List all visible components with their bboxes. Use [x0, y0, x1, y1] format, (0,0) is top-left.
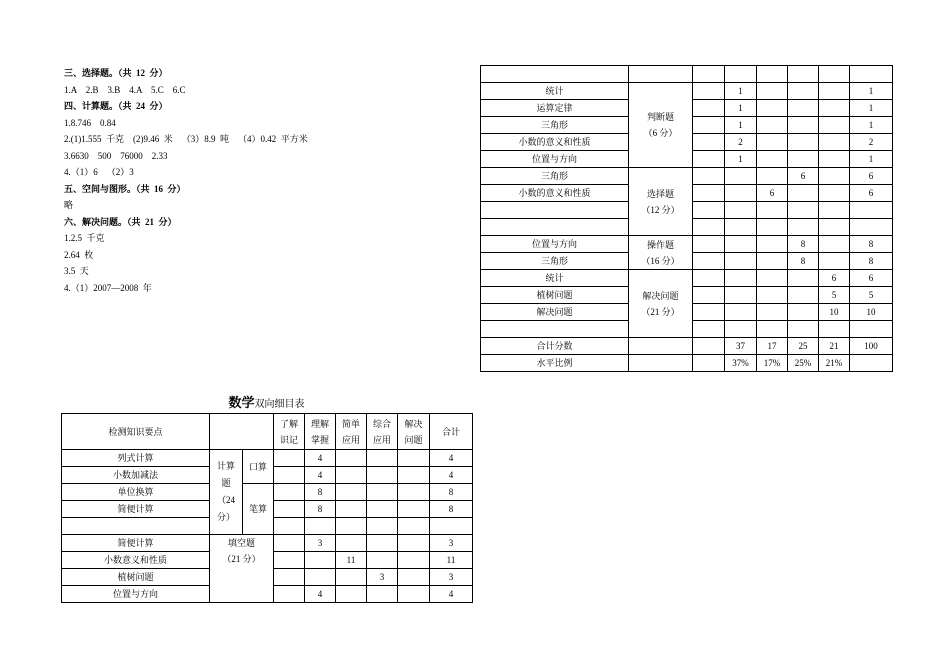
recall-cell: [693, 287, 725, 304]
sub-type-cell-oral: 口算: [243, 450, 274, 484]
problem-solving-cell: [819, 100, 850, 117]
simple-apply-cell: 11: [336, 552, 367, 569]
question-type-cell: [629, 83, 693, 168]
problem-solving-cell: [819, 253, 850, 270]
answer-line: 1.A 2.B 3.B 4.A 5.C 6.C: [64, 84, 186, 95]
recall-cell: [693, 270, 725, 287]
comprehend-cell: [725, 168, 757, 185]
comprehend-cell: 8: [305, 484, 336, 501]
section-heading: 三、选择题。（共 12 分）: [64, 68, 168, 78]
integrated-apply-cell: 8: [788, 253, 819, 270]
recall-cell: [274, 501, 305, 518]
integrated-apply-cell: [367, 467, 398, 484]
simple-apply-cell: [336, 484, 367, 501]
recall-cell: [693, 117, 725, 134]
total-cell: 11: [430, 552, 473, 569]
integrated-apply-cell: [367, 501, 398, 518]
question-score: （16 分）: [641, 255, 680, 266]
comprehend-cell: [725, 236, 757, 253]
knowledge-point-cell: 简便计算: [62, 501, 210, 518]
integrated-apply-cell: [788, 287, 819, 304]
problem-solving-cell: [819, 151, 850, 168]
problem-solving-cell: [819, 202, 850, 219]
question-type: 计算题: [216, 461, 235, 488]
specification-table: [61, 413, 473, 603]
comprehend-cell: [725, 66, 757, 83]
integrated-apply-cell: [367, 586, 398, 603]
total-cell: [850, 355, 893, 372]
problem-solving-cell: [398, 501, 430, 518]
knowledge-point-cell: 位置与方向: [62, 586, 210, 603]
problem-solving-cell: [398, 569, 430, 586]
question-type: 判断题: [646, 112, 674, 122]
section-heading: 五、空间与图形。（共 16 分）: [64, 183, 186, 194]
recall-cell: [693, 66, 725, 83]
question-type-cell: [629, 355, 693, 372]
problem-solving-cell: [398, 518, 430, 535]
question-type-cell: [629, 270, 693, 338]
question-type-cell: [629, 66, 693, 83]
knowledge-point-cell: 三角形: [481, 253, 629, 270]
simple-apply-cell: [757, 151, 788, 168]
simple-apply-cell: [336, 501, 367, 518]
comprehend-cell: 1: [725, 100, 757, 117]
simple-apply-cell: [757, 134, 788, 151]
question-type: 操作题: [646, 239, 674, 250]
integrated-apply-cell: [788, 151, 819, 168]
comprehend-cell: 4: [305, 586, 336, 603]
recall-cell: [274, 569, 305, 586]
comprehend-cell: 2: [725, 134, 757, 151]
comprehend-cell: [725, 185, 757, 202]
integrated-apply-cell: 3: [367, 569, 398, 586]
knowledge-point-cell: 统计: [481, 270, 629, 287]
problem-solving-cell: [819, 117, 850, 134]
recall-cell: [693, 151, 725, 168]
table-row: [481, 168, 893, 185]
table-row: [62, 535, 473, 552]
knowledge-point-cell: 统计: [481, 83, 629, 100]
header-simple-apply-text: 简单应用: [341, 418, 360, 445]
simple-apply-cell: [757, 236, 788, 253]
knowledge-point-cell: 运算定律: [481, 100, 629, 117]
knowledge-point-cell: 小数加减法: [62, 467, 210, 484]
integrated-apply-cell: [367, 484, 398, 501]
recall-cell: [693, 168, 725, 185]
table-row-blank: [481, 66, 893, 83]
table-row: [481, 236, 893, 253]
header-recall: [274, 414, 305, 450]
integrated-apply-cell: [788, 134, 819, 151]
comprehend-cell: [305, 552, 336, 569]
total-cell: 3: [430, 569, 473, 586]
specification-table-continued: [480, 65, 893, 372]
total-cell: 1: [850, 83, 893, 100]
simple-apply-cell: [757, 219, 788, 236]
total-cell: 5: [850, 287, 893, 304]
integrated-apply-cell: [788, 100, 819, 117]
recall-cell: [274, 535, 305, 552]
problem-solving-cell: [819, 66, 850, 83]
header-recall-text: 了解识记: [279, 418, 298, 445]
simple-apply-cell: [757, 168, 788, 185]
knowledge-point-cell: 三角形: [481, 168, 629, 185]
answer-line: 2.(1)1.555 千克 (2)9.46 米 （3）8.9 吨 （4）0.42 平方米: [64, 134, 308, 144]
total-cell: 8: [430, 484, 473, 501]
integrated-apply-sum: 25: [788, 338, 819, 355]
problem-solving-cell: 6: [819, 270, 850, 287]
comprehend-cell: [725, 321, 757, 338]
comprehend-cell: [725, 253, 757, 270]
table-title-sub: 双向细目表: [254, 399, 305, 410]
integrated-apply-cell: [788, 304, 819, 321]
problem-solving-ratio: 21%: [819, 355, 850, 372]
table-title-main: 数学: [228, 395, 255, 410]
grand-total: 100: [850, 338, 893, 355]
comprehend-cell: [725, 202, 757, 219]
problem-solving-cell: [398, 586, 430, 603]
question-type: 解决问题: [642, 290, 679, 301]
knowledge-point-cell: 三角形: [481, 117, 629, 134]
integrated-apply-ratio: 25%: [788, 355, 819, 372]
answer-key: [64, 65, 464, 296]
simple-apply-cell: [757, 253, 788, 270]
problem-solving-cell: [398, 450, 430, 467]
recall-cell: [693, 185, 725, 202]
total-cell: 1: [850, 117, 893, 134]
comprehend-cell: 3: [305, 535, 336, 552]
simple-apply-cell: [757, 83, 788, 100]
question-type-cell: [629, 338, 693, 355]
total-cell: 10: [850, 304, 893, 321]
comprehend-sum: 37: [725, 338, 757, 355]
total-cell: [850, 202, 893, 219]
comprehend-cell: 8: [305, 501, 336, 518]
total-cell: 2: [850, 134, 893, 151]
integrated-apply-cell: [788, 185, 819, 202]
header-comprehend: [305, 414, 336, 450]
knowledge-point-cell: 位置与方向: [481, 236, 629, 253]
simple-apply-sum: 17: [757, 338, 788, 355]
simple-apply-cell: [757, 304, 788, 321]
recall-cell: [693, 83, 725, 100]
recall-cell: [693, 304, 725, 321]
question-score: （21 分）: [641, 306, 680, 317]
table-row: [481, 83, 893, 100]
integrated-apply-cell: [788, 202, 819, 219]
header-simple-apply: [336, 414, 367, 450]
comprehend-cell: 1: [725, 117, 757, 134]
comprehend-cell: 4: [305, 467, 336, 484]
knowledge-point-cell: 植树问题: [62, 569, 210, 586]
problem-solving-cell: [398, 552, 430, 569]
recall-cell: [693, 219, 725, 236]
comprehend-cell: 1: [725, 151, 757, 168]
section-heading: 六、解决问题。（共 21 分）: [64, 216, 177, 227]
table-title: [61, 394, 472, 414]
answer-line: 2.64 枚: [64, 249, 94, 260]
recall-cell: [274, 586, 305, 603]
total-cell: [850, 219, 893, 236]
simple-apply-cell: [757, 270, 788, 287]
knowledge-point-cell: 解决问题: [481, 304, 629, 321]
section-heading: 四、计算题。（共 24 分）: [64, 101, 168, 111]
comprehend-cell: 4: [305, 450, 336, 467]
simple-apply-cell: [757, 321, 788, 338]
knowledge-point-cell: 位置与方向: [481, 151, 629, 168]
comprehend-cell: [305, 518, 336, 535]
integrated-apply-cell: 8: [788, 236, 819, 253]
problem-solving-cell: [398, 467, 430, 484]
integrated-apply-cell: [788, 219, 819, 236]
total-cell: 6: [850, 185, 893, 202]
question-score: （24 分）: [216, 495, 235, 522]
integrated-apply-cell: [367, 535, 398, 552]
comprehend-cell: [725, 287, 757, 304]
question-type-cell: [210, 535, 274, 603]
total-cell: 1: [850, 100, 893, 117]
table-row: [62, 450, 473, 467]
question-score: （21 分）: [222, 554, 261, 564]
comprehend-ratio: 37%: [725, 355, 757, 372]
table-row: [62, 484, 473, 501]
knowledge-point-cell: [481, 66, 629, 83]
sum-row: [481, 338, 893, 355]
integrated-apply-cell: [367, 552, 398, 569]
problem-solving-cell: [819, 185, 850, 202]
knowledge-point-cell: [481, 202, 629, 219]
knowledge-point-cell: 植树问题: [481, 287, 629, 304]
knowledge-point-cell: 简便计算: [62, 535, 210, 552]
comprehend-cell: [725, 270, 757, 287]
integrated-apply-cell: [788, 117, 819, 134]
knowledge-point-cell: 单位换算: [62, 484, 210, 501]
simple-apply-cell: [757, 202, 788, 219]
recall-cell: [693, 321, 725, 338]
recall-cell: [693, 355, 725, 372]
problem-solving-cell: [819, 219, 850, 236]
ratio-row: [481, 355, 893, 372]
answer-line: 3.5 天: [64, 266, 89, 276]
problem-solving-cell: [819, 236, 850, 253]
header-problem-solving: [398, 414, 430, 450]
header-integrated-apply-text: 综合应用: [372, 418, 391, 445]
comprehend-cell: [725, 219, 757, 236]
header-knowledge-point: 检测知识要点: [62, 414, 210, 450]
problem-solving-cell: [819, 168, 850, 185]
sub-type-cell-written: 笔算: [243, 484, 274, 535]
problem-solving-cell: 10: [819, 304, 850, 321]
question-score: （12 分）: [641, 204, 680, 215]
total-cell: 4: [430, 467, 473, 484]
recall-cell: [693, 253, 725, 270]
knowledge-point-cell: [481, 219, 629, 236]
knowledge-point-cell: [481, 321, 629, 338]
simple-apply-cell: [336, 467, 367, 484]
knowledge-point-cell: [62, 518, 210, 535]
recall-cell: [274, 484, 305, 501]
question-type-cell: [210, 450, 243, 535]
question-type-cell: [629, 236, 693, 270]
integrated-apply-cell: [788, 321, 819, 338]
answer-line: 略: [64, 200, 74, 210]
recall-cell: [693, 202, 725, 219]
total-cell: 1: [850, 151, 893, 168]
answer-line: 4.（1）6 （2）3: [64, 167, 134, 177]
problem-solving-cell: 5: [819, 287, 850, 304]
simple-apply-cell: [757, 66, 788, 83]
recall-cell: [693, 134, 725, 151]
table-row: [481, 270, 893, 287]
simple-apply-cell: [336, 569, 367, 586]
total-cell: [430, 518, 473, 535]
total-cell: 8: [850, 253, 893, 270]
problem-solving-cell: [398, 535, 430, 552]
header-row: [62, 414, 473, 450]
recall-cell: [274, 518, 305, 535]
simple-apply-cell: [757, 287, 788, 304]
header-integrated-apply: [367, 414, 398, 450]
simple-apply-cell: [336, 450, 367, 467]
question-type: 填空题: [227, 538, 255, 548]
integrated-apply-cell: [367, 518, 398, 535]
total-cell: 4: [430, 450, 473, 467]
simple-apply-cell: 6: [757, 185, 788, 202]
total-cell: 8: [430, 501, 473, 518]
simple-apply-cell: [336, 586, 367, 603]
knowledge-point-cell: 小数的意义和性质: [481, 134, 629, 151]
knowledge-point-cell: 列式计算: [62, 450, 210, 467]
total-cell: 3: [430, 535, 473, 552]
answer-line: 1.2.5 千克: [64, 233, 105, 243]
integrated-apply-cell: [788, 83, 819, 100]
header-question-type: [210, 414, 274, 450]
knowledge-point-cell: 小数的意义和性质: [481, 185, 629, 202]
answer-line: 1.8.746 0.84: [64, 117, 116, 128]
recall-cell: [693, 338, 725, 355]
simple-apply-cell: [757, 117, 788, 134]
comprehend-cell: [305, 569, 336, 586]
simple-apply-cell: [757, 100, 788, 117]
recall-cell: [693, 236, 725, 253]
total-cell: 8: [850, 236, 893, 253]
total-cell: [850, 321, 893, 338]
comprehend-cell: 1: [725, 83, 757, 100]
question-type-cell: [629, 168, 693, 236]
header-total: 合计: [430, 414, 473, 450]
recall-cell: [274, 467, 305, 484]
problem-solving-cell: [398, 484, 430, 501]
simple-apply-cell: [336, 518, 367, 535]
recall-cell: [693, 100, 725, 117]
problem-solving-cell: [819, 83, 850, 100]
integrated-apply-cell: [788, 270, 819, 287]
integrated-apply-cell: [788, 66, 819, 83]
integrated-apply-cell: 6: [788, 168, 819, 185]
total-cell: [850, 66, 893, 83]
question-score: （6 分）: [643, 128, 678, 138]
question-type: 选择题: [646, 188, 674, 199]
comprehend-cell: [725, 304, 757, 321]
answer-line: 3.6630 500 76000 2.33: [64, 150, 168, 161]
knowledge-point-cell: 小数意义和性质: [62, 552, 210, 569]
problem-solving-cell: [819, 321, 850, 338]
total-cell: 6: [850, 168, 893, 185]
problem-solving-sum: 21: [819, 338, 850, 355]
answer-line: 4.（1）2007—2008 年: [64, 282, 152, 293]
simple-apply-cell: [336, 535, 367, 552]
integrated-apply-cell: [367, 450, 398, 467]
problem-solving-cell: [819, 134, 850, 151]
total-cell: 4: [430, 586, 473, 603]
sum-label: 合计分数: [481, 338, 629, 355]
ratio-label: 水平比例: [481, 355, 629, 372]
recall-cell: [274, 552, 305, 569]
header-comprehend-text: 理解掌握: [310, 418, 329, 445]
simple-apply-ratio: 17%: [757, 355, 788, 372]
header-problem-solving-text: 解决问题: [404, 418, 423, 445]
total-cell: 6: [850, 270, 893, 287]
recall-cell: [274, 450, 305, 467]
